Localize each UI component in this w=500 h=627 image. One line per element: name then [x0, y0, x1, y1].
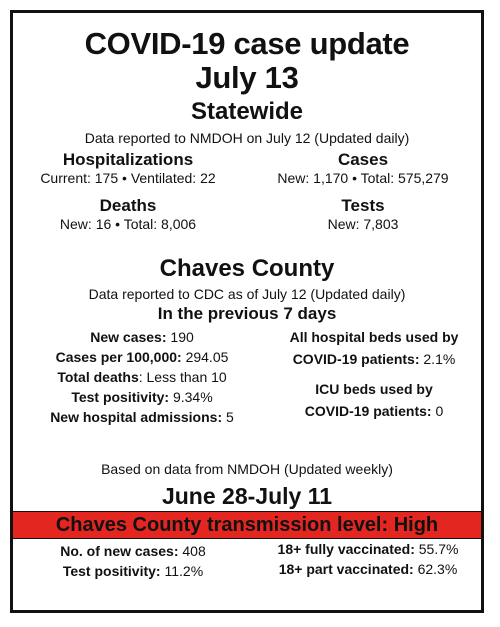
transmission-banner	[13, 511, 481, 539]
headline-date: July 13	[195, 60, 299, 95]
weekly-stats-left	[33, 541, 233, 581]
county-period: In the previous 7 days	[157, 304, 337, 323]
update-card	[10, 10, 484, 613]
cases-label: Cases	[337, 150, 389, 169]
weekly-new-cases: No. of new cases: 408	[60, 543, 206, 559]
stat-new-cases: New cases: 190	[90, 329, 194, 345]
weekly-test-positivity: Test positivity: 11.2%	[62, 563, 204, 579]
fully-vaccinated: 18+ fully vaccinated: 55.7%	[277, 541, 459, 557]
weekly-range: June 28-July 11	[161, 483, 333, 509]
county-stats-right	[269, 327, 479, 421]
stat-test-positivity: Test positivity: 9.34%	[71, 389, 213, 405]
hospitalizations-block	[23, 150, 233, 187]
icu-line1: ICU beds used by	[315, 381, 433, 397]
headline-title: COVID-19 case update	[84, 26, 410, 61]
stat-total-deaths: Total deaths: Less than 10	[57, 369, 227, 385]
hospitalizations-label: Hospitalizations	[62, 150, 194, 169]
stat-cases-per-100k: Cases per 100,000: 294.05	[55, 349, 229, 365]
deaths-value: New: 16 • Total: 8,006	[59, 216, 197, 232]
stat-hospital-admissions: New hospital admissions: 5	[50, 409, 234, 425]
tests-label: Tests	[341, 196, 385, 215]
icu-line2: COVID-19 patients: 0	[304, 403, 444, 419]
county-title: Chaves County	[159, 255, 335, 282]
county-stats-left	[17, 327, 267, 427]
cases-block	[253, 150, 473, 187]
part-vaccinated: 18+ part vaccinated: 62.3%	[278, 561, 458, 577]
deaths-label: Deaths	[99, 196, 157, 215]
transmission-level: Chaves County transmission level: High	[55, 514, 439, 536]
tests-block	[253, 196, 473, 233]
hospitalizations-value: Current: 175 • Ventilated: 22	[40, 170, 216, 186]
beds-line2: COVID-19 patients: 2.1%	[292, 351, 456, 367]
weekly-stats-right	[263, 539, 473, 579]
statewide-title: Statewide	[190, 98, 304, 125]
tests-value: New: 7,803	[327, 216, 399, 232]
cases-value: New: 1,170 • Total: 575,279	[277, 170, 449, 186]
weekly-note: Based on data from NMDOH (Updated weekly)	[101, 461, 393, 477]
deaths-block	[23, 196, 233, 233]
statewide-note: Data reported to NMDOH on July 12 (Updated daily)	[84, 130, 410, 146]
beds-line1: All hospital beds used by	[289, 329, 459, 345]
county-note: Data reported to CDC as of July 12 (Updated daily)	[88, 286, 406, 302]
